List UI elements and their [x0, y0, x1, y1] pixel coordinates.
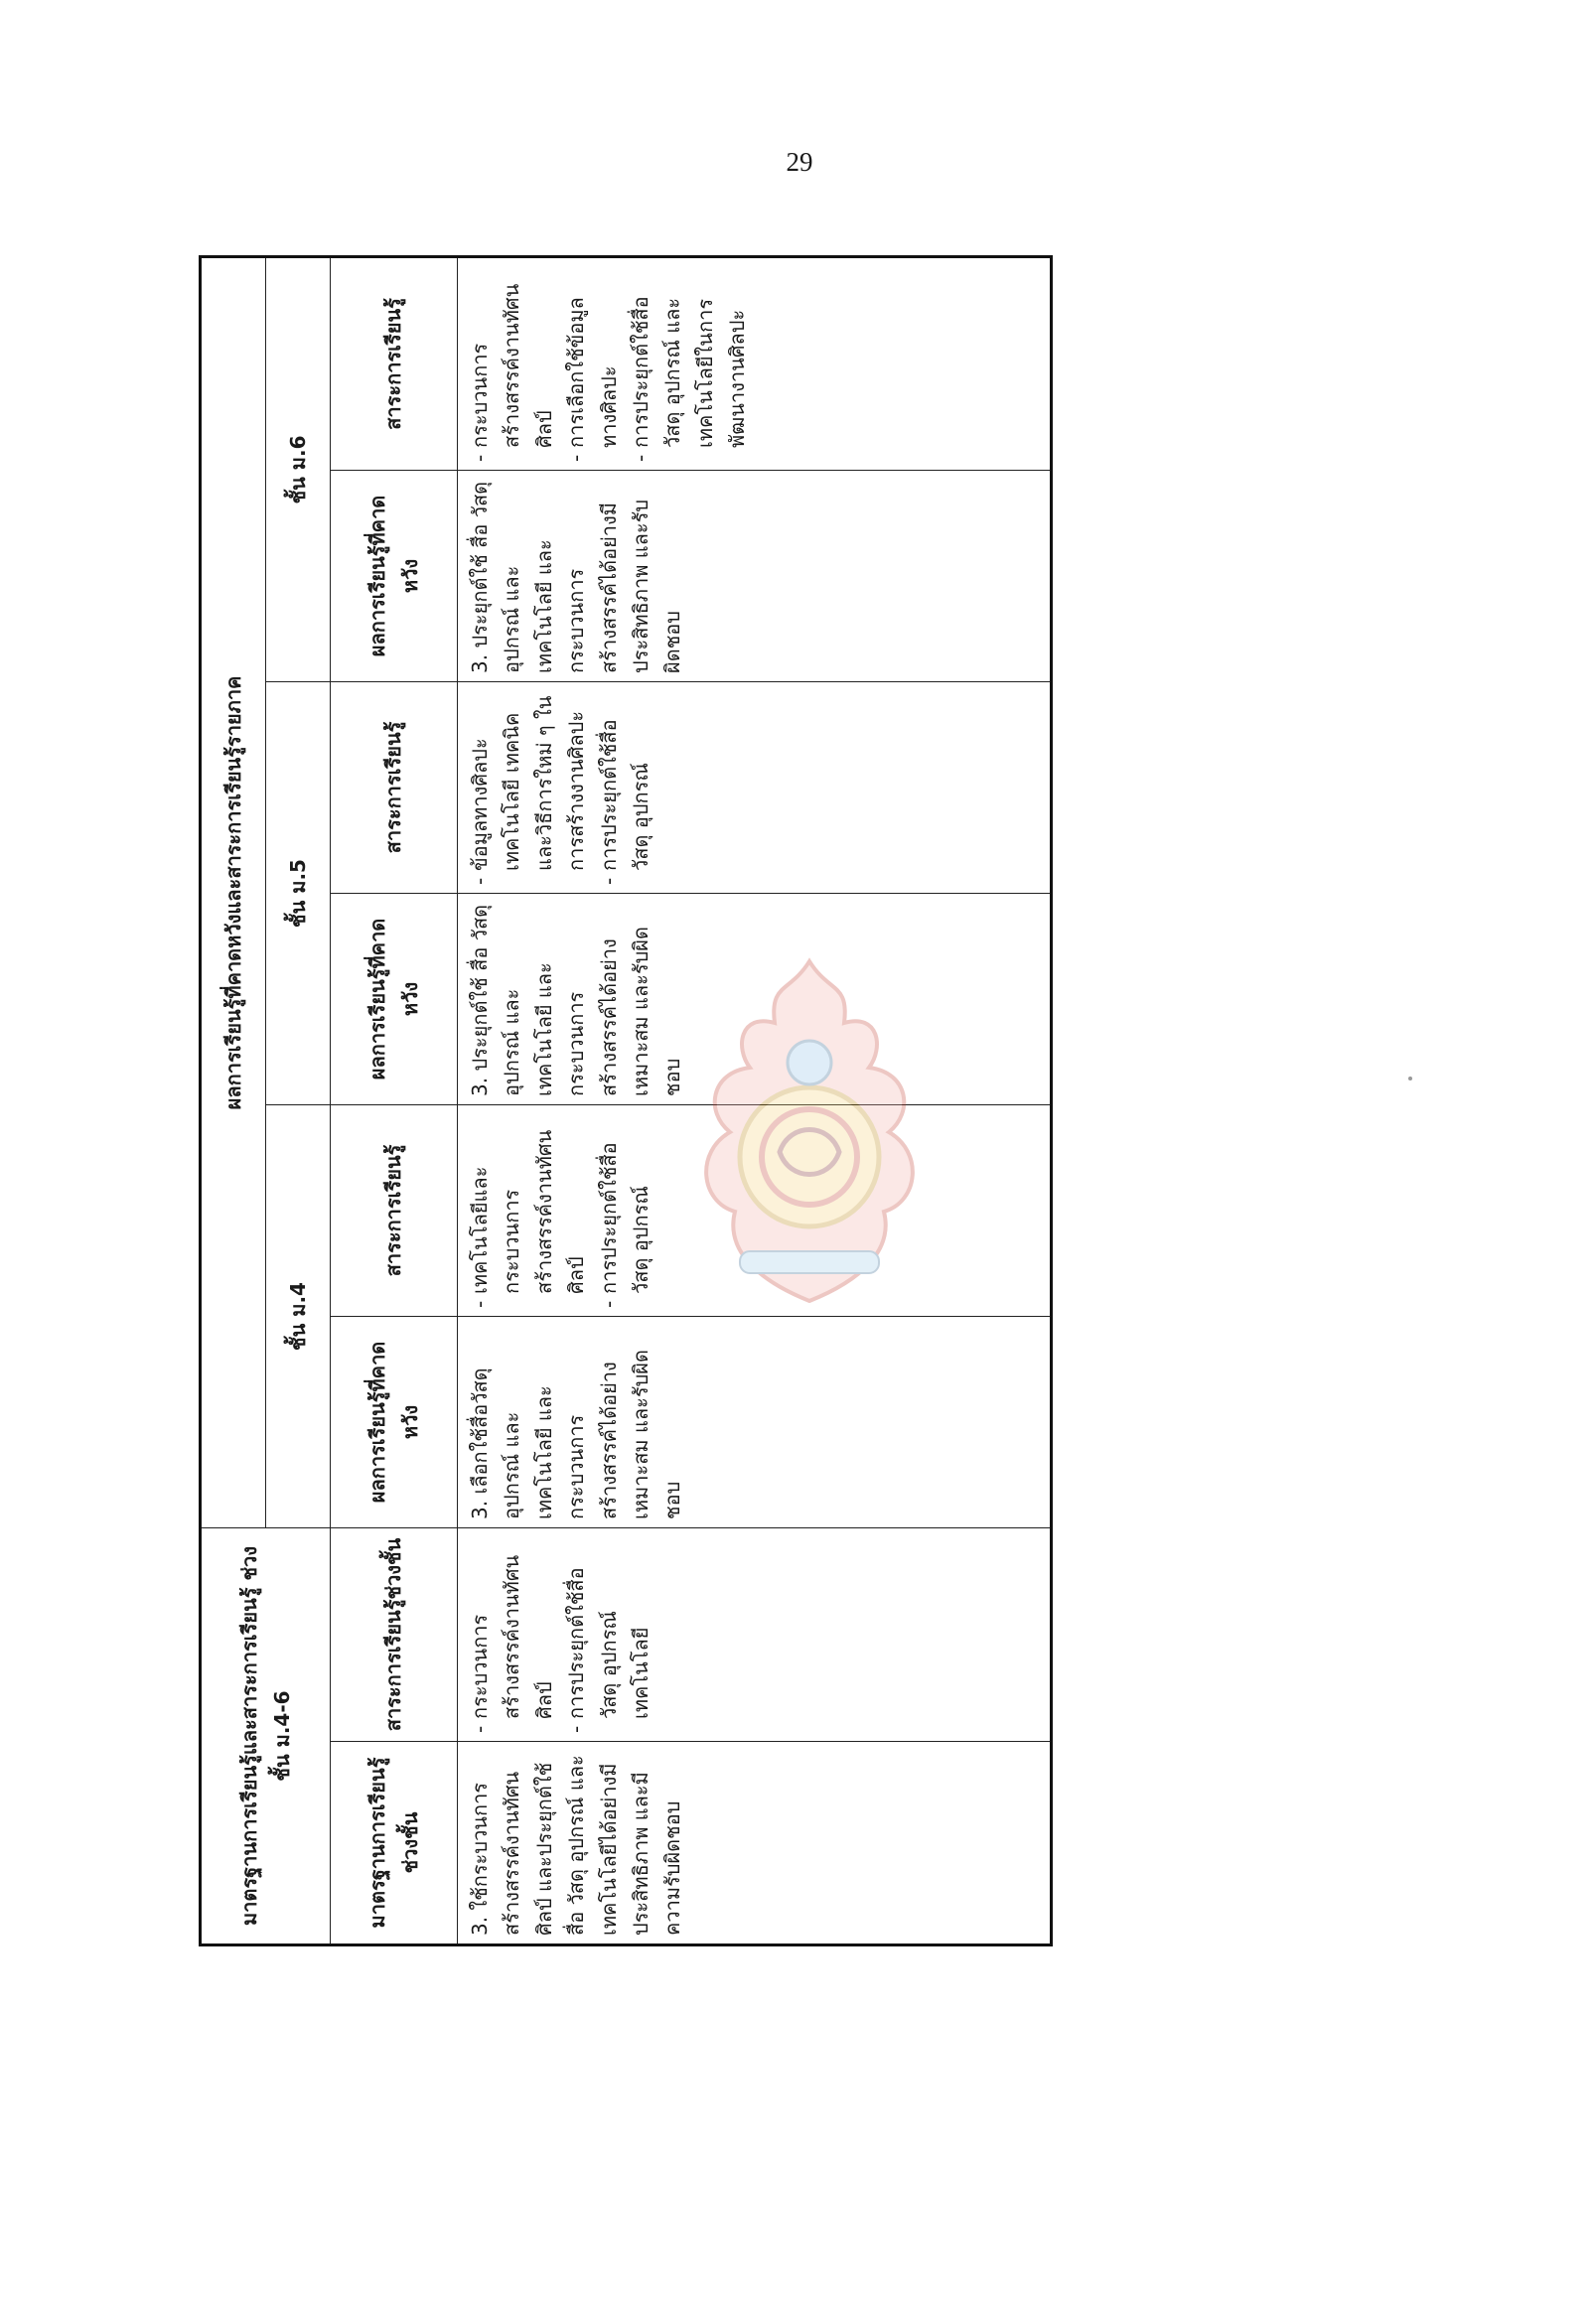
subheader-standard: มาตรฐานการเรียนรู้ช่วงชั้น [331, 1742, 458, 1945]
list-item: - การประยุกต์ใช้สื่อ วัสดุ อุปกรณ์ และเทคโนโลยีในการพัฒนางานศิลปะ [625, 266, 754, 462]
header-expected-results: ผลการเรียนรู้ที่คาดหวังและสาระการเรียนรู้รายภาค [201, 256, 266, 1527]
header-grade-m4: ชั้น ม.4 [266, 1104, 331, 1527]
subheader-content-m4: สาระการเรียนรู้ [331, 1104, 458, 1316]
list-item: - การประยุกต์ใช้สื่อ วัสดุ อุปกรณ์ [593, 1113, 657, 1308]
subheader-expected-m4: ผลการเรียนรู้ที่คาดหวัง [331, 1316, 458, 1527]
header-grade-m5: ชั้น ม.5 [266, 681, 331, 1104]
list-item: - ข้อมูลทางศิลปะ เทคโนโลยี เทคนิคและวิธีการใหม่ ๆ ในการสร้างงานศิลปะ [464, 690, 593, 885]
subheader-expected-m5: ผลการเรียนรู้ที่คาดหวัง [331, 893, 458, 1104]
cell-expected-m6: 3. ประยุกต์ใช้ สื่อ วัสดุ อุปกรณ์ และเทคโนโลยี และกระบวนการสร้างสรรค์ได้อย่างมีประสิทธิภาพ และรับผิดชอบ [458, 470, 1052, 681]
list-item: - กระบวนการสร้างสรรค์งานทัศนศิลป์ [464, 266, 560, 462]
subheader-expected-m6: ผลการเรียนรู้ที่คาดหวัง [331, 470, 458, 681]
cell-expected-m5: 3. ประยุกต์ใช้ สื่อ วัสดุ อุปกรณ์ และเทคโนโลยี และกระบวนการสร้างสรรค์ได้อย่างเหมาะสม และรับผิดชอบ [458, 893, 1052, 1104]
cell-content-m6 [458, 256, 1052, 470]
scan-speck [1408, 1077, 1412, 1080]
page-number: 29 [786, 147, 813, 177]
cell-content-range [458, 1527, 1052, 1741]
subheader-content-m5: สาระการเรียนรู้ [331, 681, 458, 893]
list-item: - การเลือกใช้ข้อมูลทางศิลปะ [560, 266, 625, 462]
cell-expected-m4: 3. เลือกใช้สื่อวัสดุ อุปกรณ์ และเทคโนโลยี และกระบวนการสร้างสรรค์ได้อย่างเหมาะสม และรับผิดชอบ [458, 1316, 1052, 1527]
list-item: - การประยุกต์ใช้สื่อ วัสดุ อุปกรณ์ [593, 690, 657, 885]
subheader-content-m6: สาระการเรียนรู้ [331, 256, 458, 470]
list-item: - การประยุกต์ใช้สื่อ วัสดุ อุปกรณ์ เทคโนโลยี [560, 1536, 656, 1733]
cell-standard: 3. ใช้กระบวนการสร้างสรรค์งานทัศนศิลป์ และประยุกต์ใช้สื่อ วัสดุ อุปกรณ์ และเทคโนโลยีได้อย่างมีประสิทธิภาพ และมีความรับผิดชอบ [458, 1742, 1052, 1945]
header-standards-range: มาตรฐานการเรียนรู้และสาระการเรียนรู้ ช่วงชั้น ม.4-6 [201, 1527, 331, 1944]
cell-content-m5 [458, 681, 1052, 893]
subheader-content-range: สาระการเรียนรู้ช่วงชั้น [331, 1527, 458, 1741]
list-item: - เทคโนโลยีและกระบวนการสร้างสรรค์งานทัศนศิลป์ [464, 1113, 593, 1308]
header-grade-m6: ชั้น ม.6 [266, 256, 331, 681]
list-item: - กระบวนการสร้างสรรค์งานทัศนศิลป์ [464, 1536, 560, 1733]
ministry-seal-watermark-icon [680, 953, 939, 1311]
